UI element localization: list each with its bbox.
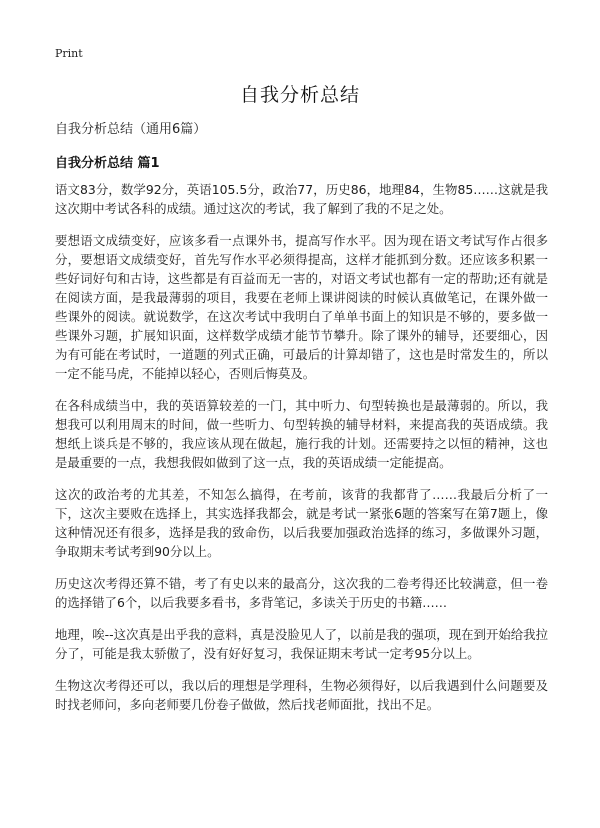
- paragraph-geography: 地理，唉--这次真是出乎我的意料，真是没脸见人了，以前是我的强项，现在到开始给我拉分了，可能是我太骄傲了，没有好好复习，我保证期末考试一定考95分以上。: [55, 627, 548, 661]
- document-subtitle: 自我分析总结（通用6篇）: [55, 122, 207, 137]
- paragraph-politics: 这次的政治考的尤其差，不知怎么搞得，在考前，该背的我都背了……我最后分析了一下，这次主要败在选择上，其实选择我都会，就是考试一紧张6题的答案写在第7题上，像这种情况还有很多，选择是我的致命伤，以后我要加强政治选择的练习，多做课外习题，争取期末考试考到90分以上。: [55, 487, 548, 559]
- print-link[interactable]: Print: [55, 47, 83, 60]
- section-heading: 自我分析总结 篇1: [55, 156, 160, 171]
- page-title: 自我分析总结: [239, 84, 360, 106]
- paragraph-chinese-math: 要想语文成绩变好，应该多看一点课外书，提高写作水平。因为现在语文考试写作占很多分，要想语文成绩变好，首先写作水平必须得提高，这样才能抓到分数。还应该多积累一些好词好句和古诗，这些都是有百益而无一害的，对语文考试也都有一定的帮助;还有就是在阅读方面，是我最薄弱的项目，我要在老师上课讲阅读的时候认真做笔记，在课外做一些课外的阅读。就说数学，在这次考试中我明白了单单书面上的知识是不够的，要多做一些课外习题，扩展知识面，这样数学成绩才能节节攀升。除了课外的辅导，还要细心，因为有可能在考试时，一道题的列式正确，可最后的计算却错了，这也是时常发生的，所以一定不能马虎，不能掉以轻心，否则后悔莫及。: [55, 233, 548, 381]
- paragraph-biology: 生物这次考得还可以，我以后的理想是学理科，生物必须得好，以后我遇到什么问题要及时找老师问，多向老师要几份卷子做做，然后找老师面批，找出不足。: [55, 678, 548, 712]
- document-body: [55, 180, 548, 727]
- paragraph-english: 在各科成绩当中，我的英语算较差的一门，其中听力、句型转换也是最薄弱的。所以，我想我可以利用周末的时间，做一些听力、句型转换的辅导材料，来提高我的英语成绩。我想纸上谈兵是不够的，我应该从现在做起，施行我的计划。还需要持之以恒的精神，这也是最重要的一点，我想我假如做到了这一点，我的英语成绩一定能提高。: [55, 398, 548, 470]
- paragraph-scores: 语文83分，数学92分，英语105.5分，政治77，历史86，地理84，生物85……这就是我这次期中考试各科的成绩。通过这次的考试，我了解到了我的不足之处。: [55, 182, 548, 216]
- paragraph-history: 历史这次考得还算不错，考了有史以来的最高分，这次我的二卷考得还比较满意，但一卷的选择错了6个，以后我要多看书，多背笔记，多读关于历史的书籍……: [55, 576, 548, 610]
